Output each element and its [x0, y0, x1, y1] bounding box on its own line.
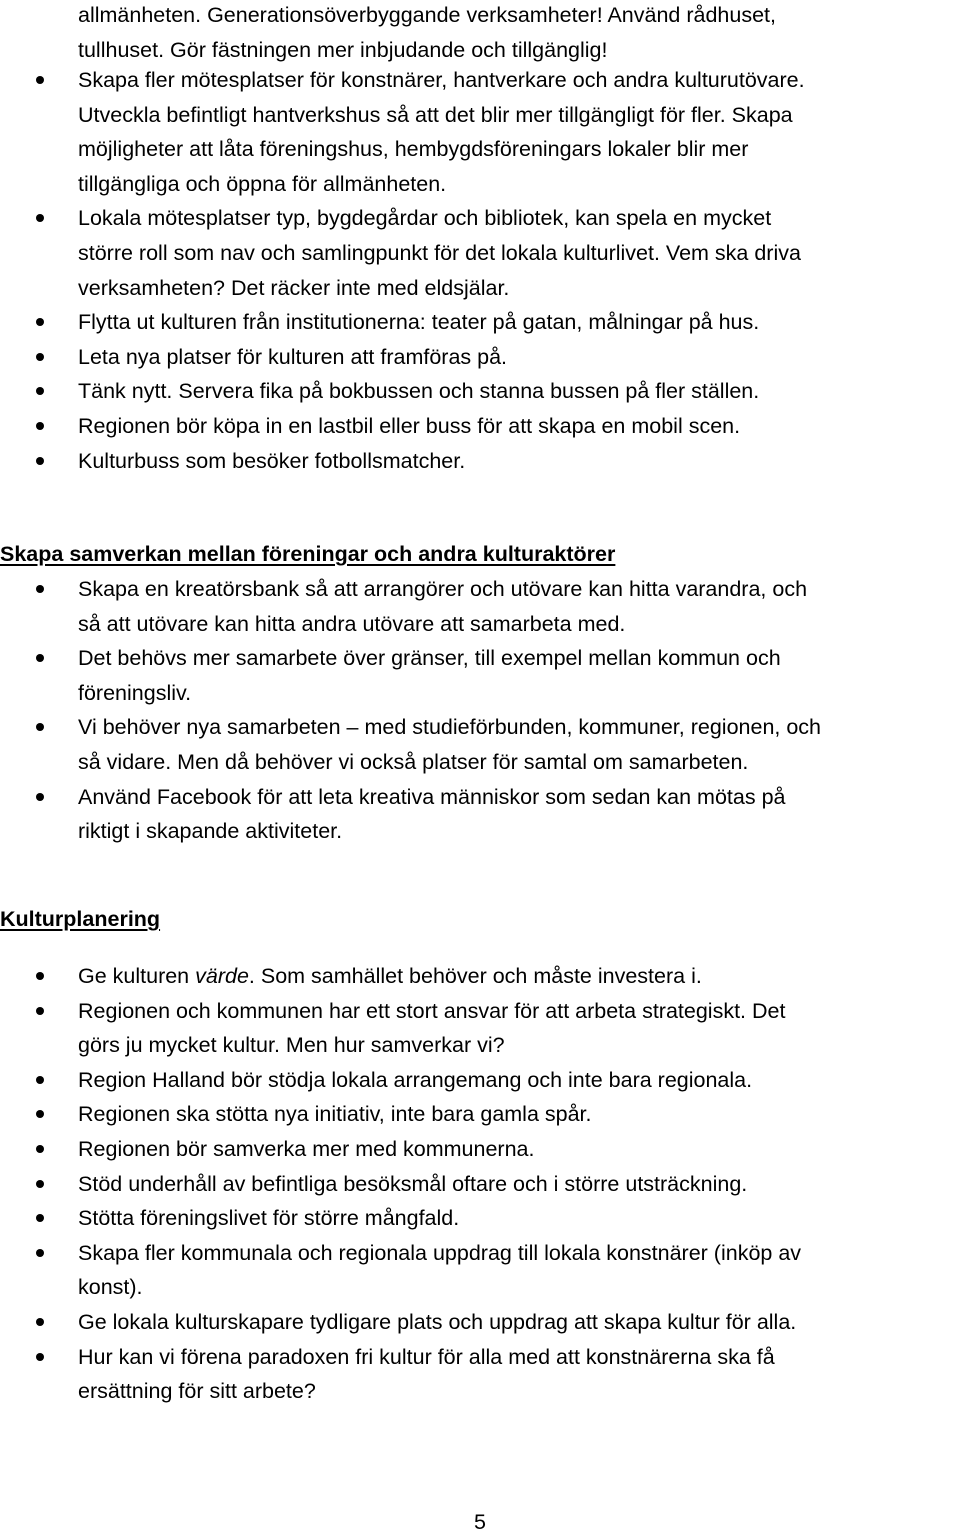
bullet-icon [36, 318, 44, 326]
list-item [0, 1305, 801, 1340]
text-line: så att utövare kan hitta andra utövare att samarbeta med. [78, 611, 626, 636]
text-line: ersättning för sitt arbete? [78, 1379, 316, 1404]
bullet-icon [36, 654, 44, 662]
text-line: Skapa fler mötesplatser för konstnärer, hantverkare och andra kulturutövare. [78, 68, 805, 92]
text-line: Regionen bör köpa in en lastbil eller buss för att skapa en mobil scen. [78, 413, 741, 438]
text-line: Ge lokala kulturskapare tydligare plats och uppdrag att skapa kultur för alla. [78, 1309, 797, 1334]
list-item [0, 710, 821, 779]
bullet-icon [36, 1249, 44, 1257]
text-segment: Ge kulturen [78, 964, 196, 988]
section-heading-samverkan: Skapa samverkan mellan föreningar och andra kulturaktörer [0, 542, 616, 566]
text-line: föreningsliv. [78, 680, 192, 705]
list-item [0, 444, 805, 479]
text-line: Stöd underhåll av befintliga besöksmål oftare och i större utsträckning. [78, 1171, 748, 1196]
text-line: görs ju mycket kultur. Men hur samverkar vi? [78, 1033, 505, 1058]
text-line: möjligheter att låta föreningshus, hembygdsföreningars lokaler blir mer [78, 137, 749, 162]
text-line: Vi behöver nya samarbeten – med studieförbunden, kommuner, regionen, och [78, 715, 822, 740]
list-item [0, 641, 821, 710]
bullet-icon [36, 1318, 44, 1326]
continuation-text [78, 0, 776, 67]
section-heading-kulturplanering: Kulturplanering [0, 907, 161, 931]
bullet-icon [36, 422, 44, 430]
list-item [0, 1236, 801, 1305]
emphasis-text: värde [195, 964, 249, 988]
bullet-icon [36, 723, 44, 731]
bullet-list-venues [0, 63, 805, 478]
list-item [0, 959, 801, 994]
list-item [0, 1097, 801, 1132]
list-item [0, 340, 805, 375]
text-line: så vidare. Men då behöver vi också platser för samtal om samarbeten. [78, 749, 749, 774]
bullet-list-planning [0, 959, 801, 1409]
list-item [0, 305, 805, 340]
text-line: Skapa fler kommunala och regionala uppdrag till lokala konstnärer (inköp av [78, 1240, 802, 1265]
text-line: Lokala mötesplatser typ, bygdegårdar och bibliotek, kan spela en mycket [78, 206, 772, 231]
bullet-icon [36, 1145, 44, 1153]
text-line: Regionen och kommunen har ett stort ansvar för att arbeta strategiskt. Det [78, 998, 786, 1023]
bullet-list-collaboration [0, 572, 821, 849]
list-item [0, 1167, 801, 1202]
text-line: Regionen ska stötta nya initiativ, inte bara gamla spår. [78, 1102, 592, 1127]
list-item [0, 780, 821, 849]
bullet-icon [36, 387, 44, 395]
bullet-icon [36, 1007, 44, 1015]
bullet-icon [36, 76, 44, 84]
bullet-icon [36, 1180, 44, 1188]
bullet-icon [36, 1110, 44, 1118]
bullet-icon [36, 1076, 44, 1084]
list-item [0, 1063, 801, 1098]
list-item [0, 994, 801, 1063]
text-line: Leta nya platser för kulturen att framföras på. [78, 344, 508, 369]
bullet-icon [36, 1353, 44, 1361]
text-line: allmänheten. Generationsöverbyggande verksamheter! Använd rådhuset, [78, 3, 776, 27]
text-line: Kulturbuss som besöker fotbollsmatcher. [78, 448, 466, 473]
text-line: tullhuset. Gör fästningen mer inbjudande och tillgänglig! [78, 37, 608, 62]
text-line: verksamheten? Det räcker inte med eldsjälar. [78, 275, 510, 300]
list-item [0, 572, 821, 641]
bullet-icon [36, 353, 44, 361]
bullet-icon [36, 972, 44, 980]
text-line: Stötta föreningslivet för större mångfald. [78, 1206, 460, 1231]
text-line: Det behövs mer samarbete över gränser, till exempel mellan kommun och [78, 646, 781, 671]
text-line: konst). [78, 1275, 143, 1300]
text-line: Använd Facebook för att leta kreativa människor som sedan kan mötas på [78, 784, 786, 809]
text-line: Region Halland bör stödja lokala arrangemang och inte bara regionala. [78, 1067, 753, 1092]
page-number: 5 [474, 1510, 486, 1534]
list-item [0, 1340, 801, 1409]
text-line: Hur kan vi förena paradoxen fri kultur för alla med att konstnärerna ska få [78, 1344, 775, 1369]
text-line: Utveckla befintligt hantverkshus så att det blir mer tillgängligt för fler. Skapa [78, 102, 793, 127]
text-line: Regionen bör samverka mer med kommunerna. [78, 1136, 535, 1161]
text-line: riktigt i skapande aktiviteter. [78, 819, 343, 844]
bullet-icon [36, 457, 44, 465]
text-line: större roll som nav och samlingpunkt för det lokala kulturlivet. Vem ska driva [78, 240, 801, 265]
list-item [0, 1201, 801, 1236]
bullet-icon [36, 585, 44, 593]
text-line: tillgängliga och öppna för allmänheten. [78, 171, 447, 196]
bullet-icon [36, 793, 44, 801]
text-line: Skapa en kreatörsbank så att arrangörer och utövare kan hitta varandra, och [78, 577, 808, 601]
bullet-icon [36, 214, 44, 222]
bullet-icon [36, 1214, 44, 1222]
list-item [0, 409, 805, 444]
text-segment: . Som samhället behöver och måste investera i. [248, 964, 702, 988]
text-line: Flytta ut kulturen från institutionerna: teater på gatan, målningar på hus. [78, 310, 760, 335]
list-item [0, 374, 805, 409]
list-item [0, 201, 805, 305]
text-line: Tänk nytt. Servera fika på bokbussen och stanna bussen på fler ställen. [78, 379, 760, 404]
list-item [0, 1132, 801, 1167]
list-item [0, 63, 805, 201]
